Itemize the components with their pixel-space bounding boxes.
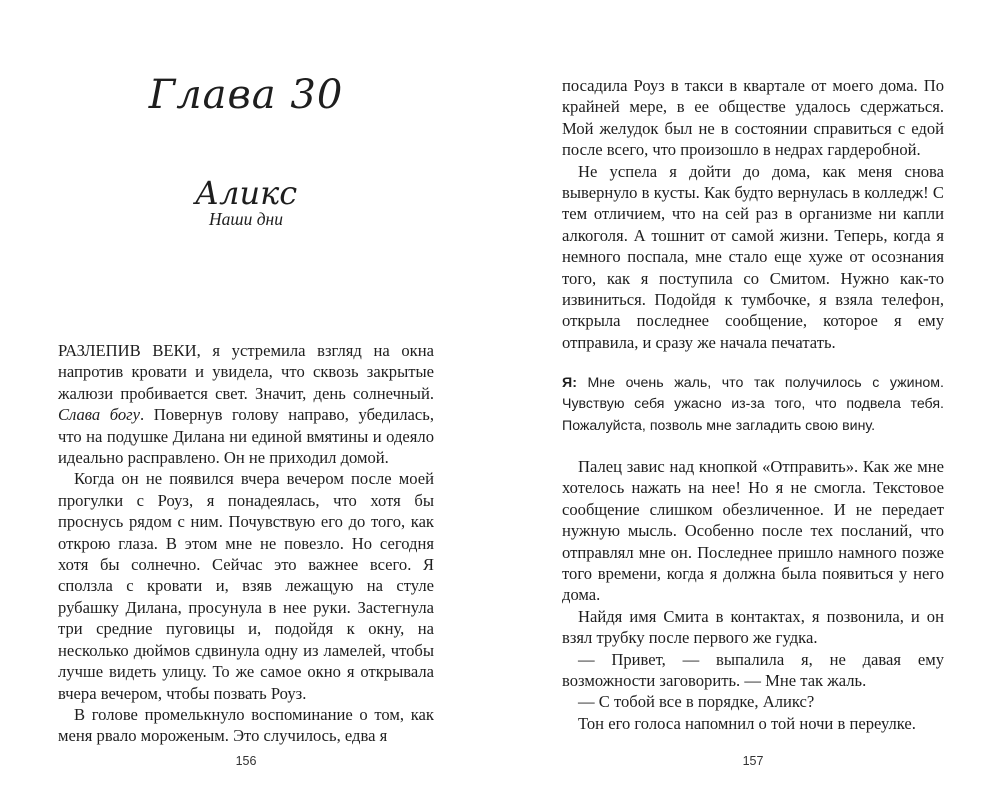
right-body-text-top	[562, 75, 944, 353]
paragraph: Не успела я дойти до дома, как меня снова вывернуло в кусты. Как будто вернулась в колледж! С тем отличием, что на сей раз в организме ни капли алкоголя. А тошнит от самой жизни. Теперь, когда я немного поспала, мне стало еще хуже от осознания того, как я поступила со Смитом. Нужно как-то извиниться. Подойдя к тумбочке, я взяла телефон, открыла последнее сообщение, которое я ему отправила, и сразу же начала печатать.	[562, 161, 944, 352]
text-message	[562, 373, 944, 437]
paragraph: Тон его голоса напомнил о той ночи в переулке.	[578, 713, 916, 733]
right-page	[562, 0, 944, 801]
left-page	[58, 0, 434, 801]
dialogue-line: — С тобой все в порядке, Аликс?	[578, 692, 815, 712]
left-body-text	[58, 340, 434, 747]
paragraph: Палец завис над кнопкой «Отправить». Как же мне хотелось нажать на нее! Но я не смогла. Текстовое сообщение слишком обезличенное. И не передает нужную мысль. Особенно после тех посланий, что отправлял мне он. Последнее пришло намного позже того времени, когда я должна была появиться у него дома.	[562, 457, 944, 605]
paragraph: Когда он не появился вчера вечером после моей прогулки с Роуз, я понадеялась, что хотя бы проснусь рядом с ним. Почувствую его до того, как открою глаза. В этом мне не повезло. Но сегодня хотя бы солнечно. Сейчас это важнее всего. Я сползла с кровати и, взяв лежащую на стуле рубашку Дилана, просунула в нее руки. Застегнула три средние пуговицы и, подойдя к окну, на несколько дюймов сдвинула одну из ламелей, чтобы лучше видеть улицу. То же самое окно я открывала вчера вечером, чтобы позвать Роуз.	[58, 469, 434, 703]
paragraph: Найдя имя Смита в контактах, я позвонила, и он взял трубку после первого же гудка.	[562, 606, 944, 648]
message-sender: Я:	[562, 375, 577, 391]
pov-time: Наши дни	[208, 209, 283, 229]
page-number: 157	[742, 754, 764, 768]
right-body-text-bottom	[562, 456, 944, 734]
dialogue-line: — Привет, — выпалила я, не давая ему возможности заговорить. — Мне так жаль.	[562, 649, 944, 691]
italic-phrase: Слава богу	[58, 405, 141, 425]
paragraph: В голове промелькнуло воспоминание о том, как меня рвало мороженым. Это случилось, едва я	[58, 704, 434, 746]
page-number: 156	[235, 754, 257, 768]
paragraph: посадила Роуз в такси в квартале от моего дома. По крайней мере, в ее обществе удалось сдержаться. Мой желудок был не в состоянии справиться с едой после всего, что произошло в недрах гардеробной.	[562, 76, 944, 160]
paragraph-lead: РАЗЛЕПИВ ВЕКИ, я устремила взгляд на окна напротив кровати и увидела, что сквозь закрытые жалюзи пробивается свет. Значит, день солнечный.	[58, 341, 434, 403]
chapter-title: Глава 30	[148, 72, 344, 118]
paragraph	[58, 340, 434, 468]
pov-name: Аликс	[194, 174, 298, 212]
paragraph-trail: . Повернув голову направо, убедилась, что на подушке Дилана ни единой вмятины и одеяло идеально расправлено. Он не приходил домой.	[58, 405, 434, 468]
message-text: Мне очень жаль, что так получилось с ужином. Чувствую себя ужасно из-за того, что подвела тебя. Пожалуйста, позволь мне загладить свою вину.	[562, 375, 944, 434]
